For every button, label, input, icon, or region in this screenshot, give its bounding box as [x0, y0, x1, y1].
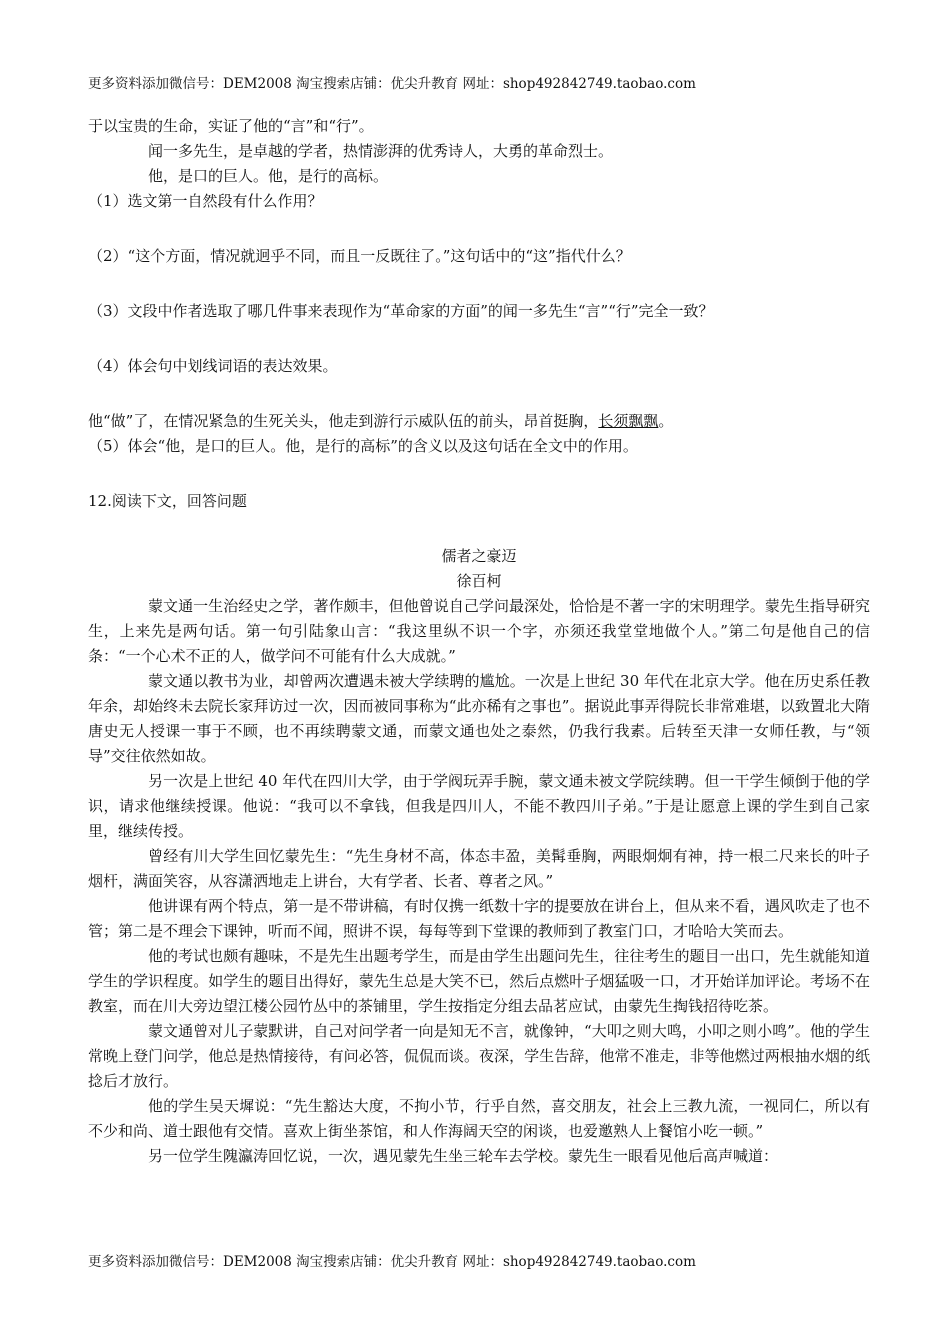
sentence-end: 。 [658, 412, 674, 430]
article-paragraph: 蒙文通一生治经史之学，著作颇丰，但他曾说自己学问最深处，恰恰是不著一字的宋明理学。蒙先生指导研究生，上来先是两句话。第一句引陆象山言：“我这里纵不识一个字，亦须还我堂堂地做个人。”第二句是他自己的信条：“一个心术不正的人，做学问不可能有什么大成就。” [88, 597, 870, 665]
section-12-heading: 12.阅读下文，回答问题 [88, 492, 247, 510]
article-paragraph: 他的考试也颇有趣味，不是先生出题考学生，而是由学生出题问先生，往往考生的题目一出口，先生就能知道学生的学识程度。如学生的题目出得好，蒙先生总是大笑不已，然后点燃叶子烟猛吸一口，才开始详加评论。考场不在教室，而在川大旁边望江楼公园竹丛中的茶铺里，学生按指定分组去品茗应试，由蒙先生掏钱招待吃茶。 [88, 947, 870, 1015]
question-5: （5）体会“他，是口的巨人。他，是行的高标”的含义以及这句话在全文中的作用。 [88, 437, 638, 455]
intro-line: 他，是口的巨人。他，是行的高标。 [148, 167, 389, 185]
document-body [88, 114, 870, 1169]
article-paragraph: 曾经有川大学生回忆蒙先生：“先生身材不高，体态丰盈，美髯垂胸，两眼炯炯有神，持一根二尺来长的叶子烟杆，满面笑容，从容潇洒地走上讲台，大有学者、长者、尊者之风。” [88, 847, 870, 890]
question-1: （1）选文第一自然段有什么作用？ [88, 192, 323, 210]
question-3: （3）文段中作者选取了哪几件事来表现作为“革命家的方面”的闻一多先生“言”“行”完全一致？ [88, 302, 714, 320]
article-paragraph: 蒙文通以教书为业，却曾两次遭遇未被大学续聘的尴尬。一次是上世纪 30 年代在北京大学。他在历史系任教年余，却始终未去院长家拜访过一次，因而被同事称为“此亦稀有之事也”。据说此事弄得院长非常难堪，以致置北大隋唐史无人授课一事于不顾，也不再续聘蒙文通，而蒙文通也处之泰然，仍我行我素。后转至天津一女师任教，与“领导”交往依然如故。 [88, 672, 870, 765]
underlined-phrase: 长须飘飘 [598, 412, 659, 430]
question-2: （2）“这个方面，情况就迥乎不同，而且一反既往了。”这句话中的“这”指代什么？ [88, 247, 631, 265]
article-paragraph: 他讲课有两个特点，第一是不带讲稿，有时仅携一纸数十字的提要放在讲台上，但从来不看，遇风吹走了也不管；第二是不理会下课钟，听而不闻，照讲不误，每每等到下堂课的教师到了教室门口，才哈哈大笑而去。 [88, 897, 870, 940]
article-title: 儒者之豪迈 [441, 547, 517, 565]
article-paragraph: 另一次是上世纪 40 年代在四川大学，由于学阀玩弄手腕，蒙文通未被文学院续聘。但一干学生倾倒于他的学识，请求他继续授课。他说：“我可以不拿钱，但我是四川人，不能不教四川子弟。”于是让愿意上课的学生到自己家里，继续传授。 [88, 772, 870, 840]
question-4-sentence [88, 409, 870, 434]
page-footer: 更多资料添加微信号：DEM2008 淘宝搜索店铺：优尖升教育 网址：shop492842749.taobao.com [88, 1254, 696, 1270]
page-header: 更多资料添加微信号：DEM2008 淘宝搜索店铺：优尖升教育 网址：shop492842749.taobao.com [88, 76, 696, 92]
article-paragraph: 他的学生吴天墀说：“先生豁达大度，不拘小节，行乎自然，喜交朋友，社会上三教九流，一视同仁，所以有不少和尚、道士跟他有交情。喜欢上街坐茶馆，和人作海阔天空的闲谈，也爱邀熟人上餐馆小吃一顿。” [88, 1097, 870, 1140]
intro-line: 闻一多先生，是卓越的学者，热情澎湃的优秀诗人，大勇的革命烈士。 [148, 142, 614, 160]
sentence-text: 他“做”了，在情况紧急的生死关头，他走到游行示威队伍的前头，昂首挺胸， [88, 412, 599, 430]
question-4: （4）体会句中划线词语的表达效果。 [88, 357, 338, 375]
article-paragraph: 蒙文通曾对儿子蒙默讲，自己对问学者一向是知无不言，就像钟，“大叩之则大鸣，小叩之则小鸣”。他的学生常晚上登门问学，他总是热情接待，有问必答，侃侃而谈。夜深，学生告辞，他常不准走，非等他燃过两根抽水烟的纸捻后才放行。 [88, 1022, 870, 1090]
intro-line: 于以宝贵的生命，实证了他的“言”和“行”。 [88, 117, 374, 135]
article-author: 徐百柯 [456, 572, 502, 590]
article-paragraph: 另一位学生隗瀛涛回忆说，一次，遇见蒙先生坐三轮车去学校。蒙先生一眼看见他后高声喊道： [148, 1147, 779, 1165]
